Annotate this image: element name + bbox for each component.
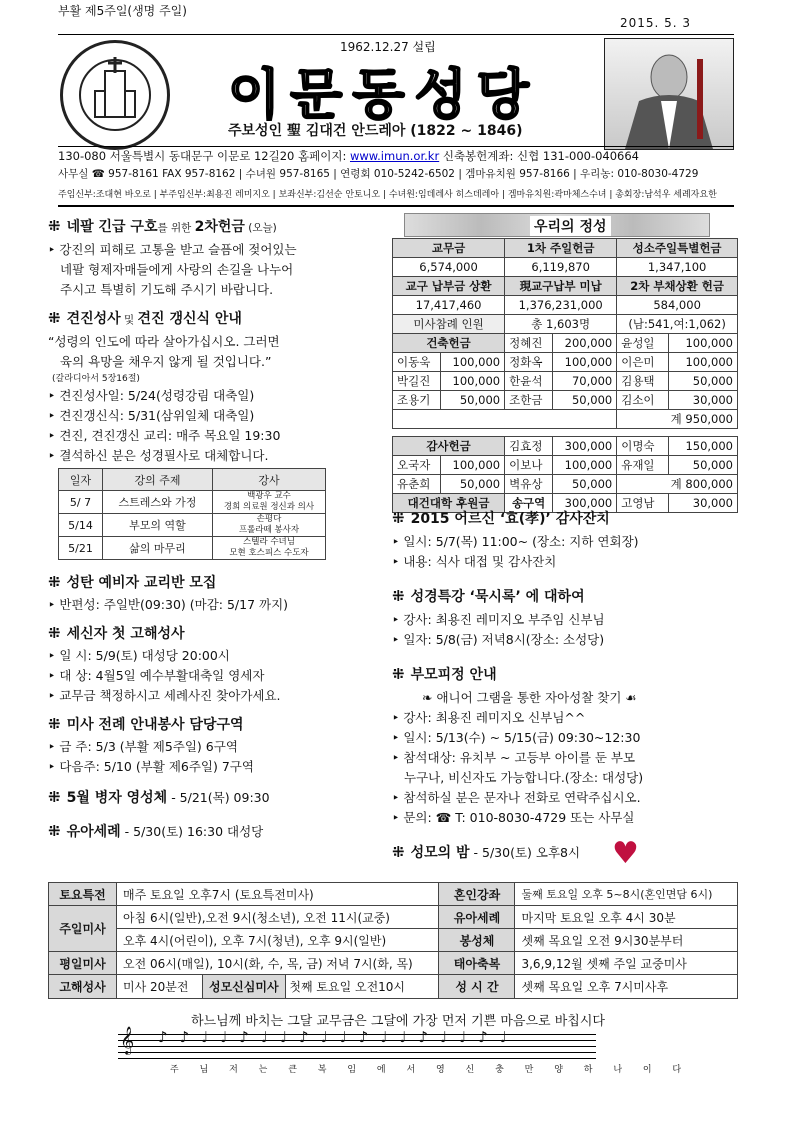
confession-title: ⁜ 세신자 첫 고해성사 bbox=[48, 624, 185, 642]
cross-star-icon: ⁜ bbox=[392, 509, 405, 527]
cross-star-icon: ⁜ bbox=[392, 843, 405, 861]
header-divider bbox=[58, 146, 734, 147]
nepal-title: ⁜ 네팔 긴급 구호를 위한 2차헌금 (오늘) bbox=[48, 217, 277, 235]
infant-baptism-title: ⁜ 유아세례 - 5/30(토) 16:30 대성당 bbox=[48, 822, 264, 840]
hymn-lyrics: 주 님 저 는 큰 복 임 에 서 영 신 충 만 양 하 나 이 다 bbox=[170, 1065, 691, 1075]
confession-text: ‣ 일 시: 5/9(토) 대성당 20:00시 ‣ 대 상: 4월5일 예수부활대축일 영세자 ‣ 교무금 책정하시고 세례사진 찾아가세요. bbox=[48, 648, 281, 703]
mass-service-text: ‣ 금 주: 5/3 (부활 제5주일) 6구역 ‣ 다음주: 5/10 (부활 제6주일) 7구역 bbox=[48, 739, 254, 774]
table-row: 토요특전 매주 토요일 오후7시 (토요특전미사) 혼인강좌 둘째 토요일 오후 5~8시(혼인면담 6시) bbox=[49, 883, 738, 906]
ornament-icon: ❧ bbox=[422, 690, 437, 705]
table-row: 오국자 100,000 이보나 100,000 유재일 50,000 bbox=[393, 456, 738, 475]
bible-title: ⁜ 성경특강 ‘묵시록’ 에 대하여 bbox=[392, 587, 585, 605]
elder-title: ⁜ 2015 어르신 ‘효(孝)’ 감사잔치 bbox=[392, 509, 610, 527]
ornament-icon: ☙ bbox=[621, 690, 637, 705]
parents-title: ⁜ 부모피정 안내 bbox=[392, 665, 497, 683]
mary-night-title: ⁜ 성모의 밤 - 5/30(토) 오후8시 bbox=[392, 843, 581, 861]
nepal-text: ‣ 강진의 피해로 고통을 받고 슬픔에 젖어있는 네팔 형제자매들에게 사랑의 손길을 나누어 주시고 특별히 기도해 주시기 바랍니다. bbox=[48, 242, 297, 297]
advent-text: ‣ 반편성: 주일반(09:30) (마감: 5/17 까지) bbox=[48, 597, 289, 612]
table-row: 주일미사 아침 6시(일반),오전 9시(청소년), 오전 11시(교중) 유아세례 마지막 토요일 오후 4시 30분 bbox=[49, 906, 738, 929]
cross-star-icon: ⁜ bbox=[48, 624, 61, 642]
phone-line: 사무실 ☎ 957-8161 FAX 957-8162 | 수녀원 957-8165 | 연령회 010-5242-6502 | 겜마유치원 957-8166 | 우리농: 010-8030-4729 bbox=[58, 168, 699, 180]
treble-clef-icon: 𝄞 bbox=[120, 1026, 135, 1054]
parents-text: ❧ 애니어 그램을 통한 자아성찰 찾기 ☙ ‣ 강사: 최용진 레미지오 신부님^^ ‣ 일시: 5/13(수) ~ 5/15(금) 09:30~12:30 ‣ 참석대상: 유치부 ~ 고등부 아이를 둔 부모 누구나, 비신자도 가능합니다.(장소: 대성당) ‣ 참석하실 분은 문자나 전화로 연락주십시오. ‣ 문의: ☎ T: 010-8030-4729 또는 사무실 bbox=[392, 690, 644, 825]
season-label: 부활 제5주일(생명 주일) bbox=[58, 4, 187, 18]
table-row: 5/21 삶의 마무리 스텔라 수녀님 모현 호스피스 수도자 bbox=[59, 537, 326, 560]
cross-star-icon: ⁜ bbox=[48, 822, 61, 840]
cross-star-icon: ⁜ bbox=[392, 587, 405, 605]
confirmation-text: “성령의 인도에 따라 살아가십시오. 그러면 육의 욕망을 채우지 않게 될 것입니다.” (갈라디아서 5장16절) ‣ 견진성사일: 5/24(성령강림 대축일) ‣ 견진갱신식: 5/31(삼위일체 대축일) ‣ 견진, 견진갱신 교리: 매주 목요일 19:30 ‣ 결석하신 분은 성경필사로 대체합니다. bbox=[48, 334, 281, 463]
top-divider bbox=[58, 34, 734, 35]
table-row: 계 950,000 bbox=[393, 410, 738, 429]
issue-date: 2015. 5. 3 bbox=[620, 16, 692, 30]
anointing-title: ⁜ 5월 병자 영성체 - 5/21(목) 09:30 bbox=[48, 788, 270, 806]
founded-date: 1962.12.27 설립 bbox=[340, 40, 436, 54]
heart-icon: ♥ bbox=[612, 836, 639, 871]
confirmation-title: ⁜ 견진성사 및 견진 갱신식 안내 bbox=[48, 309, 242, 327]
offering-table: 교무금 1차 주일헌금 성소주일특별헌금 6,574,000 6,119,870 1,347,100 교구 납부금 상환 現교구납부 미납 2차 부채상환 헌금 17,417,460 1,376,231,000 584,000 미사참례 인원 총 1,603명 (남:541,여:1,062) 건축헌금 정혜진 200,000 윤성일 100,000 이동욱 100,000 정화옥 100,000 이은미 100,000 박길진 100,000 한윤석 70,000 김용택 50,000 조용기 50,000 조한금 50,000 김소이 30,000 계 950,000 감사헌금 김효정 300,000 이명숙 150,000 오국자 100,000 이보나 100,000 유재일 50,000 유춘희 50,000 벽유상 50,000 계 800,000 대건대학 후원금 송구역 300,000 고영남 30,000 bbox=[392, 238, 738, 513]
elder-text: ‣ 일시: 5/7(목) 11:00~ (장소: 지하 연회장) ‣ 내용: 식사 대접 및 감사잔치 bbox=[392, 534, 639, 569]
music-notes-icon: ♪♪♩♩♪♩♩♪♩♩♪♩♩♪♩♩♪♩ bbox=[158, 1028, 519, 1046]
patron-saint: 주보성인 聖 김대건 안드레아 (1822 ~ 1846) bbox=[228, 123, 523, 139]
cross-star-icon: ⁜ bbox=[48, 715, 61, 733]
advent-title: ⁜ 성탄 예비자 교리반 모집 bbox=[48, 573, 217, 591]
table-row: 유춘희 50,000 벽유상 50,000 계 800,000 bbox=[393, 475, 738, 494]
saint-portrait bbox=[604, 38, 734, 150]
table-row: 5/ 7 스트레스와 가정 백광우 교수 경희 의료원 정신과 의사 bbox=[59, 491, 326, 514]
bible-text: ‣ 강사: 최용진 레미지오 부주임 신부님 ‣ 일자: 5/8(금) 저녁8시(장소: 소성당) bbox=[392, 612, 605, 647]
table-row: 이동욱 100,000 정화옥 100,000 이은미 100,000 bbox=[393, 353, 738, 372]
table-row: 5/14 부모의 역할 손평다 프롤라떼 봉사자 bbox=[59, 514, 326, 537]
cross-star-icon: ⁜ bbox=[48, 217, 61, 235]
cross-star-icon: ⁜ bbox=[48, 788, 61, 806]
table-row: 박길진 100,000 한윤석 70,000 김용택 50,000 bbox=[393, 372, 738, 391]
table-row: 오후 4시(어린이), 오후 7시(청년), 오후 9시(일반) 봉성체 셋째 목요일 오전 9시30분부터 bbox=[49, 929, 738, 952]
left-column bbox=[48, 216, 388, 841]
cross-star-icon: ⁜ bbox=[392, 665, 405, 683]
cross-star-icon: ⁜ bbox=[48, 573, 61, 591]
schedule-table bbox=[48, 882, 738, 999]
church-title: 이문동성당 bbox=[228, 63, 539, 126]
church-logo bbox=[60, 40, 170, 150]
table-row: 평일미사 오전 06시(매일), 10시(화, 수, 목, 금) 저녁 7시(화, 목) 태아축복 3,6,9,12월 셋째 주일 교중미사 bbox=[49, 952, 738, 975]
contact-divider bbox=[58, 205, 734, 207]
table-row: 감사헌금 김효정 300,000 이명숙 150,000 bbox=[393, 437, 738, 456]
table-row: 고해성사 미사 20분전 성모신심미사 첫째 토요일 오전10시 성 시 간 셋째 목요일 오후 7시미사후 bbox=[49, 975, 738, 999]
table-row: 대건대학 후원금 송구역 300,000 고영남 30,000 bbox=[393, 494, 738, 513]
cross-star-icon: ⁜ bbox=[48, 309, 61, 327]
offering-motto: 하느님께 바치는 그달 교무금은 그달에 가장 먼저 기쁜 마음으로 바칩시다 bbox=[191, 1014, 605, 1029]
table-row: 건축헌금 정혜진 200,000 윤성일 100,000 bbox=[393, 334, 738, 353]
table-row: 조용기 50,000 조한금 50,000 김소이 30,000 bbox=[393, 391, 738, 410]
offering-banner: 우리의 정성 bbox=[404, 213, 710, 237]
lecture-table: 일자 강의 주제 강사 5/ 7 스트레스와 가정 백광우 교수 경희 의료원 정신과 의사 5/14 부모의 역할 손평다 프롤라떼 봉사자 5/21 삶의 마무리 스텔라 수녀님 모현 호스피스 수도자 bbox=[58, 468, 326, 560]
homepage-link[interactable]: www.imun.or.kr bbox=[349, 149, 440, 163]
right-column bbox=[392, 508, 738, 862]
staff-line: 주임신부:조대현 바오로 | 부주임신부:최용진 레미지오 | 보좌신부:김선순 안토니오 | 수녀원:임데레사 히스데레아 | 겜마유치원:곽마체스수녀 | 총회장:남석우 세례자요한 bbox=[58, 190, 717, 200]
mass-service-title: ⁜ 미사 전례 안내봉사 담당구역 bbox=[48, 715, 244, 733]
address-line: 130-080 서울특별시 동대문구 이문로 12길20 홈페이지: www.imun.or.kr 신축봉헌계좌: 신협 131-000-040664 bbox=[58, 149, 639, 163]
